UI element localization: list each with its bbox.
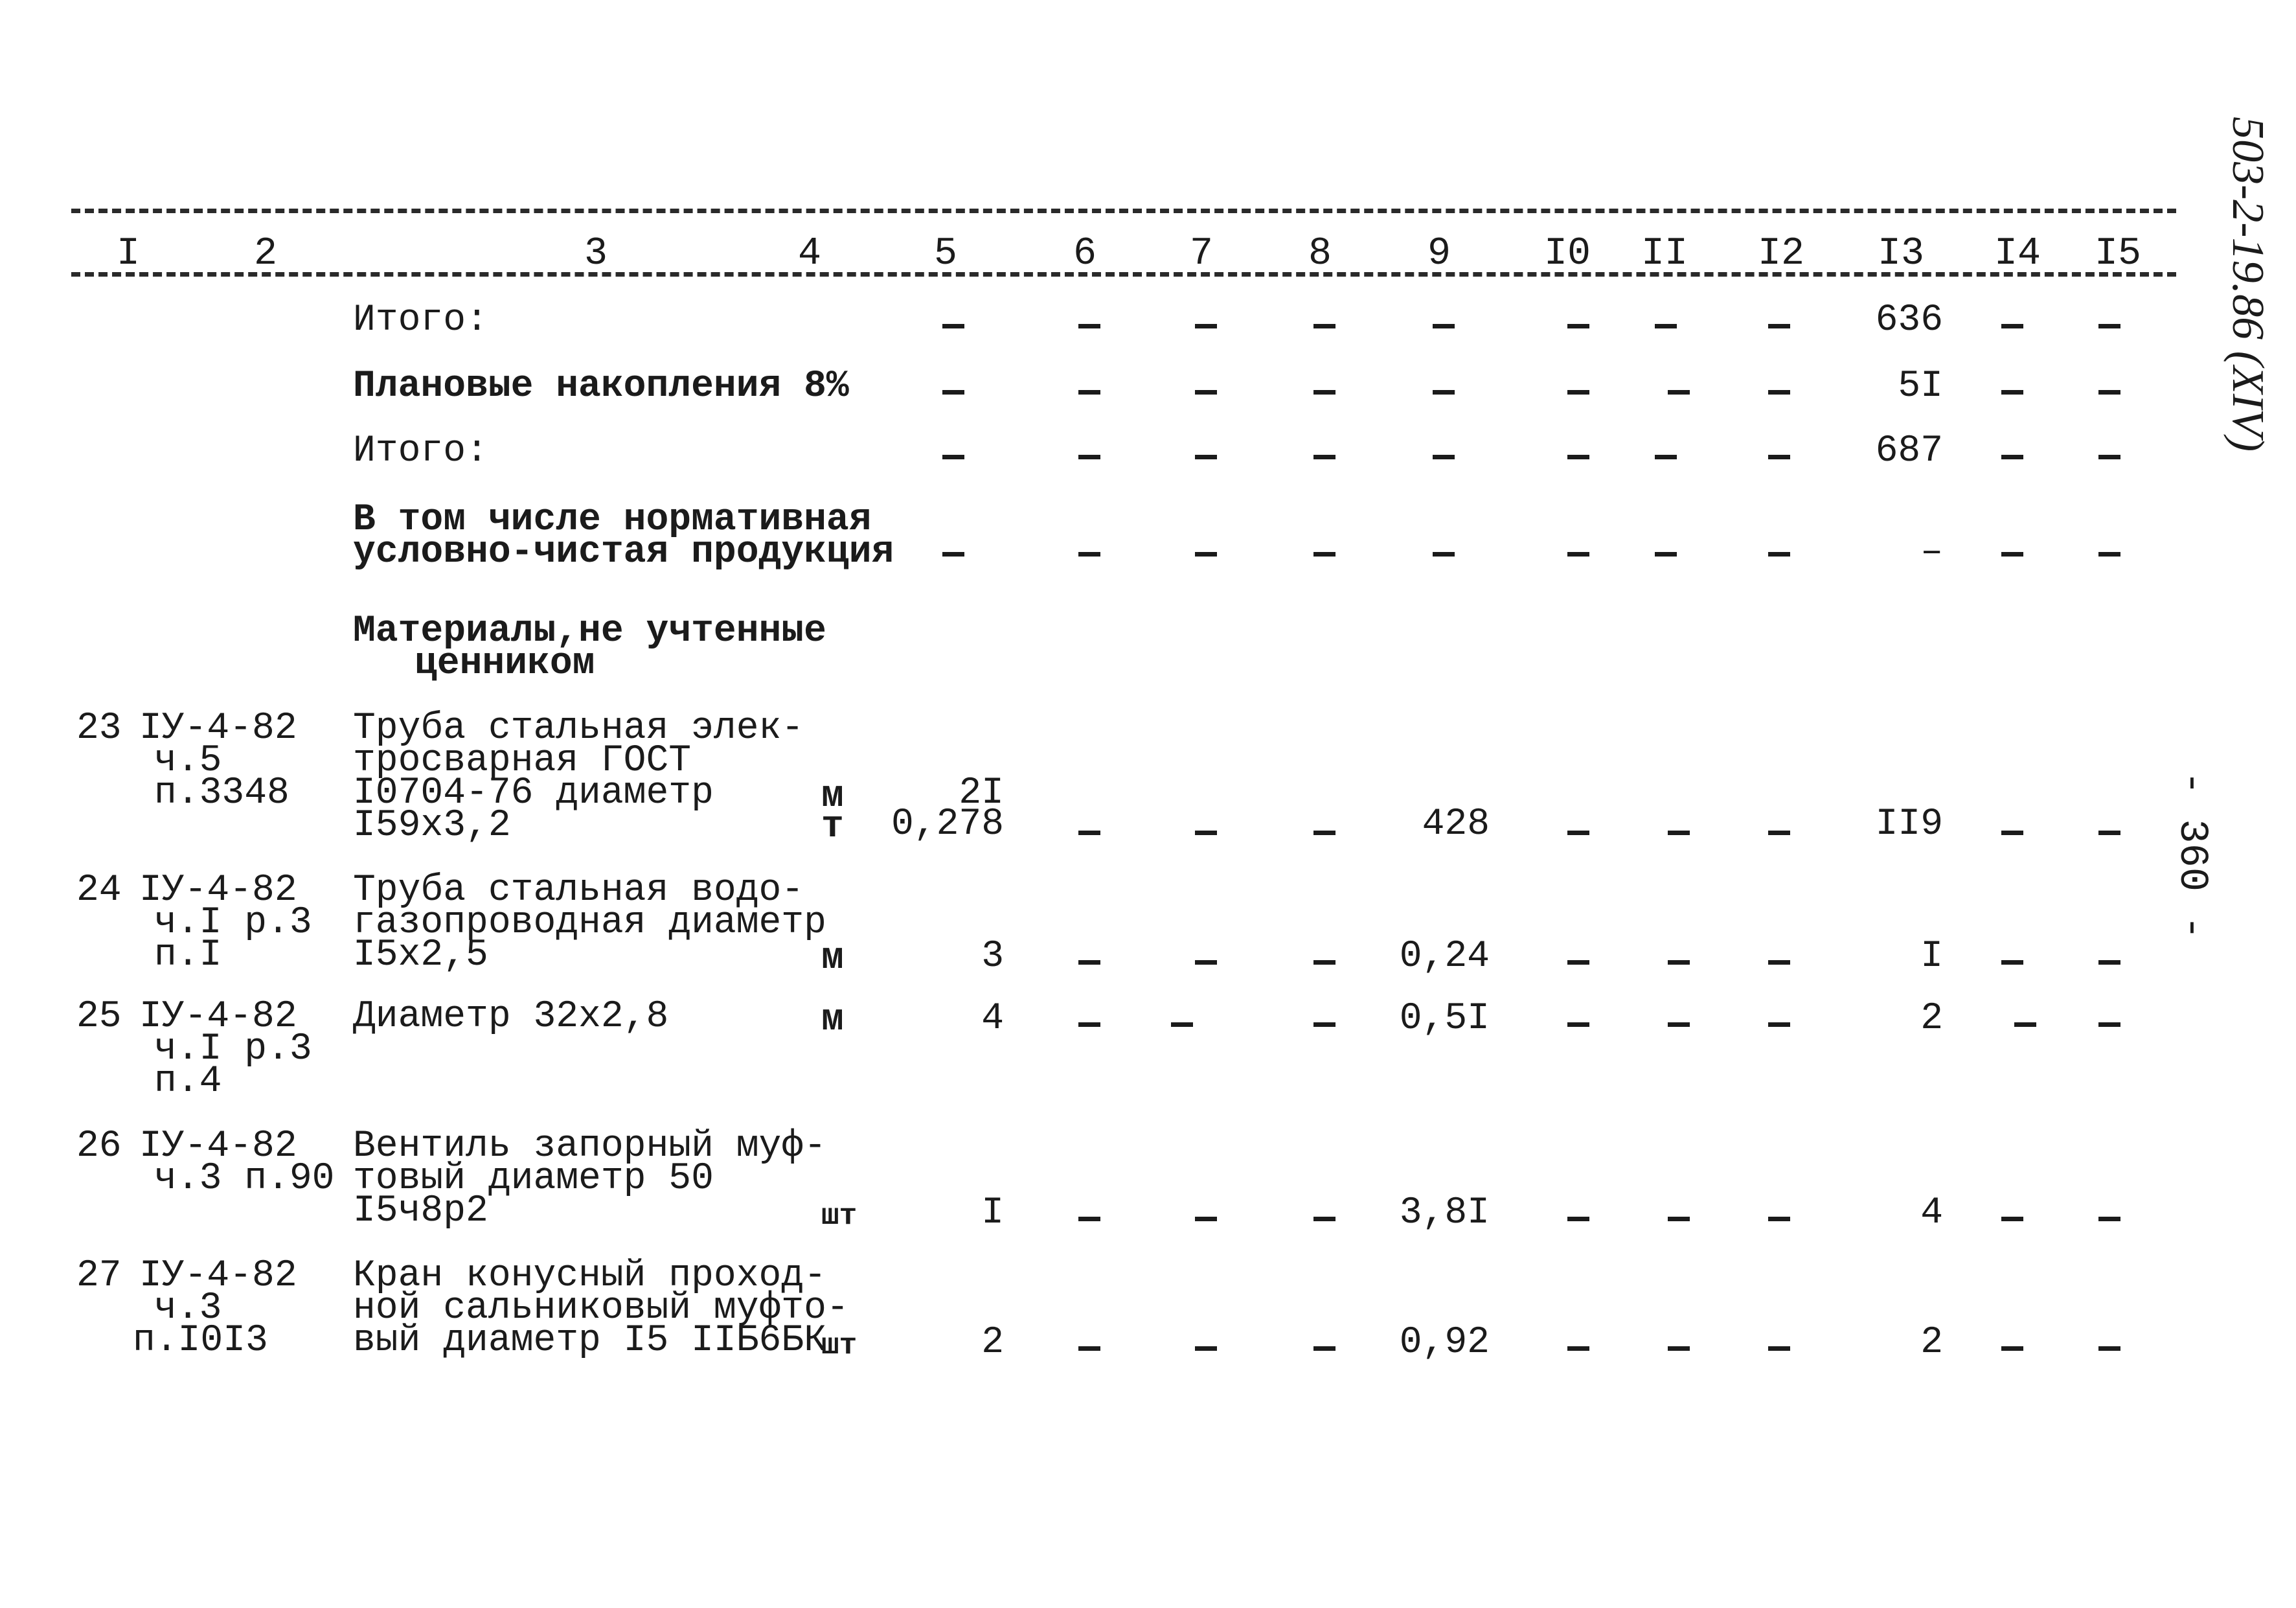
row-col13: I: [1920, 936, 1943, 978]
dash-cell: [1567, 1346, 1589, 1351]
row-col9: 0,92: [1399, 1322, 1490, 1364]
dash-cell: [2098, 1217, 2120, 1221]
row-ref-line2: ч.3: [154, 1287, 222, 1329]
dash-cell: [1567, 390, 1589, 395]
column-header-11: II: [1641, 232, 1688, 276]
section-title-line1: Материалы,не учтенные: [353, 610, 826, 652]
document-code: 503-2-19.86 (XIV): [2223, 117, 2273, 452]
dash-cell: [1567, 324, 1589, 328]
row-number: 23: [76, 707, 122, 750]
summary-col13: 636: [1875, 299, 1943, 341]
dash-cell: [1078, 1217, 1100, 1221]
dash-cell: [2001, 390, 2023, 395]
row-ref-line1: IУ-4-82: [139, 869, 297, 912]
dash-cell: [2001, 1346, 2023, 1351]
summary-label-line1: В том числе нормативная: [353, 499, 872, 541]
row-qty: 4: [981, 998, 1004, 1040]
row-ref-line2: ч.5: [154, 740, 222, 782]
summary-label: Плановые накопления 8%: [353, 365, 849, 408]
row-name-line3: I5х2,5: [353, 934, 488, 976]
dash-cell: [1768, 390, 1790, 395]
dash-cell: [1195, 960, 1217, 965]
dash-cell: [2098, 455, 2120, 459]
dash-cell: [1655, 455, 1677, 459]
row-qty-line1: 2I: [959, 772, 1004, 814]
row-col9: 0,5I: [1399, 998, 1490, 1040]
dash-cell: [1567, 455, 1589, 459]
dash-cell: [2098, 831, 2120, 835]
dash-cell: [1768, 552, 1790, 557]
dash-cell: [2001, 1217, 2023, 1221]
dash-cell: [2098, 960, 2120, 965]
row-name-line4: I59х3,2: [353, 805, 511, 847]
row-number: 24: [76, 869, 122, 912]
dash-cell: [1078, 390, 1100, 395]
dash-cell: [1768, 960, 1790, 965]
dash-cell: [1313, 1346, 1336, 1351]
row-unit-line2: т: [821, 806, 844, 848]
row-ref-line3: п.I: [154, 934, 222, 976]
row-qty: 3: [981, 936, 1004, 978]
row-name-line1: Диаметр 32х2,8: [353, 996, 669, 1038]
summary-label-line2: условно-чистая продукция: [353, 531, 894, 573]
row-ref-line2: ч.I р.3: [154, 902, 312, 944]
dash-cell: [1768, 324, 1790, 328]
dash-cell: [1567, 960, 1589, 965]
row-ref-line3: п.4: [154, 1061, 222, 1103]
dash-cell: [1567, 552, 1589, 557]
summary-col13: –: [1920, 531, 1943, 573]
column-header-10: I0: [1543, 232, 1591, 276]
row-col13: II9: [1875, 803, 1943, 845]
dash-cell: [2098, 552, 2120, 557]
dash-cell: [1768, 1022, 1790, 1027]
dash-cell: [1195, 324, 1217, 328]
dash-cell: [1195, 1346, 1217, 1351]
column-header-3: 3: [584, 232, 608, 276]
row-col9: 0,24: [1399, 936, 1490, 978]
dash-cell: [1078, 960, 1100, 965]
row-qty-line2: 0,278: [891, 803, 1004, 845]
row-name-line3: I5ч8р2: [353, 1190, 488, 1232]
dash-cell: [1768, 1346, 1790, 1351]
dash-cell: [1433, 324, 1455, 328]
dash-cell: [1313, 390, 1336, 395]
dash-cell: [2014, 1022, 2036, 1027]
dash-cell: [1195, 390, 1217, 395]
dash-cell: [1668, 960, 1690, 965]
row-col13: 4: [1920, 1192, 1943, 1234]
dash-cell: [1433, 552, 1455, 557]
dash-cell: [1567, 1022, 1589, 1027]
dash-cell: [1313, 1217, 1336, 1221]
row-ref-line2: ч.I р.3: [154, 1028, 312, 1070]
row-ref-line1: IУ-4-82: [139, 1255, 297, 1297]
summary-label: Итого:: [353, 299, 488, 341]
row-qty: I: [981, 1192, 1004, 1234]
dash-cell: [1313, 324, 1336, 328]
dash-cell: [2001, 831, 2023, 835]
row-unit: м: [821, 937, 844, 980]
summary-col13: 5I: [1898, 365, 1943, 408]
row-name-line1: Труба стальная элек-: [353, 707, 804, 750]
row-ref-line3: п.I0I3: [133, 1320, 268, 1362]
dash-cell: [1078, 324, 1100, 328]
page-number: - 360 -: [2169, 771, 2215, 940]
row-ref-line1: IУ-4-82: [139, 996, 297, 1038]
dash-cell: [1668, 831, 1690, 835]
row-unit: шт: [821, 1199, 858, 1233]
row-name-line3: I0704-76 диаметр: [353, 772, 714, 814]
row-name-line2: газопроводная диаметр: [353, 902, 826, 944]
dash-cell: [1668, 1217, 1690, 1221]
dash-cell: [2098, 1346, 2120, 1351]
column-header-2: 2: [253, 232, 277, 276]
column-header-8: 8: [1308, 232, 1332, 276]
dash-cell: [1655, 324, 1677, 328]
dash-cell: [1313, 960, 1336, 965]
dash-cell: [2001, 552, 2023, 557]
row-col13: 2: [1920, 1322, 1943, 1364]
dash-cell: [1078, 1346, 1100, 1351]
row-unit: шт: [821, 1329, 858, 1362]
dash-cell: [1313, 831, 1336, 835]
row-name-line2: тросварная ГОСТ: [353, 740, 692, 782]
dash-cell: [1433, 390, 1455, 395]
dash-cell: [1195, 1217, 1217, 1221]
row-name-line3: вый диаметр I5 IIБ6БК: [353, 1320, 826, 1362]
dash-cell: [1078, 552, 1100, 557]
row-name-line1: Вентиль запорный муф-: [353, 1125, 826, 1167]
dash-cell: [2001, 324, 2023, 328]
dash-cell: [2098, 324, 2120, 328]
dash-cell: [1668, 390, 1690, 395]
column-header-7: 7: [1189, 232, 1213, 276]
row-number: 25: [76, 996, 122, 1038]
dash-cell: [942, 324, 964, 328]
row-number: 27: [76, 1255, 122, 1297]
column-header-4: 4: [797, 232, 821, 276]
row-ref-line1: IУ-4-82: [139, 1125, 297, 1167]
dash-cell: [1195, 831, 1217, 835]
dash-cell: [942, 390, 964, 395]
row-ref-line3: п.3348: [154, 772, 290, 814]
dash-cell: [1567, 1217, 1589, 1221]
dash-cell: [2098, 1022, 2120, 1027]
row-ref-line1: IУ-4-82: [139, 707, 297, 750]
column-header-13: I3: [1877, 232, 1924, 276]
row-unit-line1: м: [821, 775, 844, 818]
dash-cell: [1668, 1022, 1690, 1027]
row-name-line1: Кран конусный проход-: [353, 1255, 826, 1297]
column-header-12: I2: [1757, 232, 1804, 276]
dash-cell: [2098, 390, 2120, 395]
dash-cell: [1768, 455, 1790, 459]
dash-cell: [2001, 960, 2023, 965]
dash-cell: [1195, 552, 1217, 557]
column-header-6: 6: [1073, 232, 1097, 276]
dash-cell: [1655, 552, 1677, 557]
dash-cell: [1313, 455, 1336, 459]
summary-label: Итого:: [353, 430, 488, 472]
row-unit: м: [821, 999, 844, 1041]
row-number: 26: [76, 1125, 122, 1167]
row-qty: 2: [981, 1322, 1004, 1364]
section-title-line2: ценником: [415, 643, 595, 685]
summary-col13: 687: [1875, 430, 1943, 472]
dash-cell: [1668, 1346, 1690, 1351]
column-header-14: I4: [1994, 232, 2041, 276]
dash-cell: [1078, 1022, 1100, 1027]
dash-cell: [1171, 1022, 1193, 1027]
dash-cell: [1768, 1217, 1790, 1221]
row-col9: 428: [1422, 803, 1490, 845]
row-ref-line2: ч.3 п.90: [154, 1158, 335, 1200]
column-header-1: I: [116, 232, 140, 276]
row-name-line2: ной сальниковый муфто-: [353, 1287, 849, 1329]
dash-cell: [1433, 455, 1455, 459]
row-col13: 2: [1920, 998, 1943, 1040]
row-col9: 3,8I: [1399, 1192, 1490, 1234]
table-header-border: [71, 272, 2176, 277]
dash-cell: [1567, 831, 1589, 835]
table-top-border: [71, 209, 2176, 213]
dash-cell: [2001, 455, 2023, 459]
row-name-line2: товый диаметр 50: [353, 1158, 714, 1200]
row-name-line1: Труба стальная водо-: [353, 869, 804, 912]
column-header-9: 9: [1427, 232, 1451, 276]
dash-cell: [1078, 831, 1100, 835]
column-header-15: I5: [2094, 232, 2141, 276]
dash-cell: [942, 552, 964, 557]
dash-cell: [1313, 552, 1336, 557]
dash-cell: [1768, 831, 1790, 835]
dash-cell: [1078, 455, 1100, 459]
column-header-5: 5: [933, 232, 957, 276]
dash-cell: [1195, 455, 1217, 459]
dash-cell: [942, 455, 964, 459]
dash-cell: [1313, 1022, 1336, 1027]
